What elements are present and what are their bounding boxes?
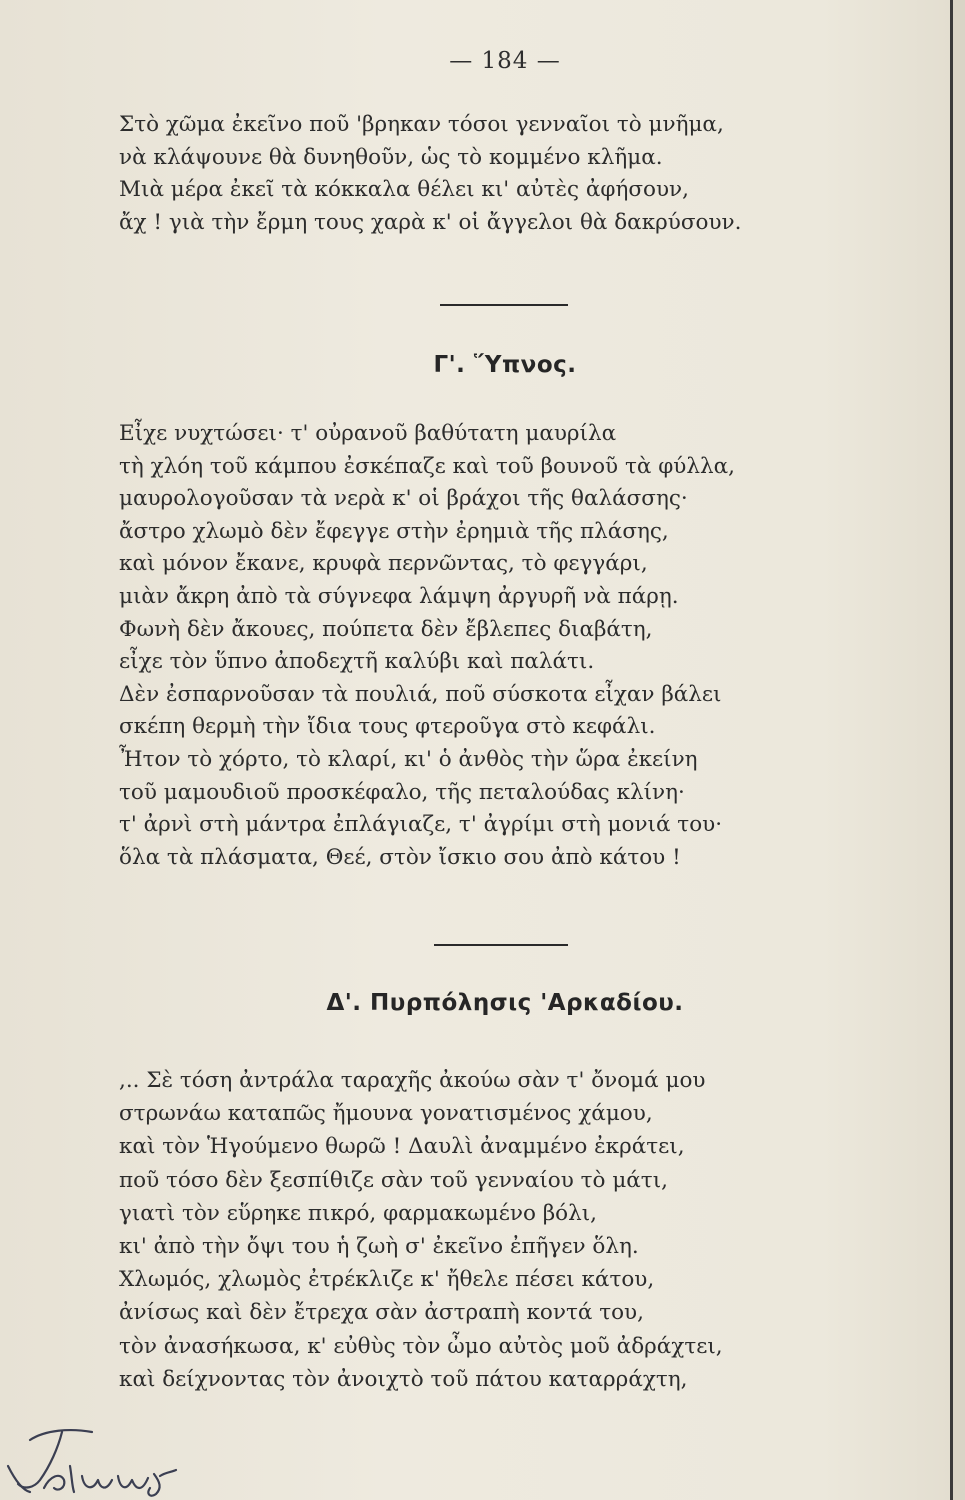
section-heading-arkadi: Δ'. Πυρπόλησις 'Αρκαδίου.	[326, 990, 684, 1016]
poem-stanza-arkadi	[119, 1064, 723, 1396]
poem-line: Δὲν ἐσπαρνοῦσαν τὰ πουλιά, ποῦ σύσκοτα εἶχαν βάλει	[119, 681, 722, 707]
page-number: — 184 —	[449, 48, 561, 74]
poem-line: ποῦ τόσο δὲν ξεσπίθιζε σὰν τοῦ γενναίου τὸ μάτι,	[119, 1167, 668, 1193]
poem-line: Ἦτον τὸ χόρτο, τὸ κλαρί, κι' ὁ ἀνθὸς τὴν ὥρα ἐκείνη	[119, 746, 698, 772]
poem-line: Εἶχε νυχτώσει· τ' οὐρανοῦ βαθύτατη μαυρίλα	[119, 421, 617, 446]
section-heading-sleep: Γ'. Ὕπνος.	[433, 352, 577, 378]
poem-line: μαυρολογοῦσαν τὰ νερὰ κ' οἱ βράχοι τῆς θαλάσσης·	[119, 486, 688, 512]
handwritten-signature	[0, 1418, 200, 1500]
poem-line: μιὰν ἄκρη ἀπὸ τὰ σύγνεφα λάμψη ἀργυρῆ νὰ πάρῃ.	[119, 583, 679, 609]
adjacent-page-strip	[953, 0, 965, 1500]
poem-line: Χλωμός, χλωμὸς ἐτρέκλιζε κ' ἤθελε πέσει κάτου,	[119, 1267, 655, 1293]
section-divider	[434, 944, 568, 946]
poem-line: καὶ μόνον ἔκανε, κρυφὰ περνῶντας, τὸ φεγγάρι,	[119, 551, 648, 577]
poem-line: τὴ χλόη τοῦ κάμπου ἐσκέπαζε καὶ τοῦ βουνοῦ τὰ φύλλα,	[119, 453, 735, 479]
poem-line: τοῦ μαμουδιοῦ προσκέφαλο, τῆς πεταλούδας κλίνη·	[119, 779, 685, 805]
poem-stanza-1	[119, 109, 741, 239]
poem-line: Στὸ χῶμα ἐκεῖνο ποῦ 'βρηκαν τόσοι γενναῖοι τὸ μνῆμα,	[119, 112, 724, 137]
poem-line: τὸν ἀνασήκωσα, κ' εὐθὺς τὸν ὦμο αὐτὸς μοῦ ἀδράχτει,	[119, 1333, 723, 1359]
poem-line: καὶ τὸν Ἡγούμενο θωρῶ ! Δαυλὶ ἀναμμένο ἐκράτει,	[119, 1134, 685, 1160]
poem-line: νὰ κλάψουνε θὰ δυνηθοῦν, ὡς τὸ κομμένο κλῆμα.	[119, 144, 663, 170]
poem-line: τ' ἀρνὶ στὴ μάντρα ἐπλάγιαζε, τ' ἀγρίμι στὴ μονιά του·	[119, 812, 723, 838]
poem-line: γιατὶ τὸν εὕρηκε πικρό, φαρμακωμένο βόλι,	[119, 1200, 597, 1226]
poem-line: εἶχε τὸν ὕπνο ἀποδεχτῆ καλύβι καὶ παλάτι.	[119, 649, 595, 675]
poem-line: ὅλα τὰ πλάσματα, Θεέ, στὸν ἴσκιο σου ἀπὸ κάτου !	[119, 844, 681, 870]
poem-line: ἀνίσως καὶ δὲν ἔτρεχα σὰν ἀστραπὴ κοντά του,	[119, 1300, 644, 1326]
poem-line: Φωνὴ δὲν ἄκουες, πούπετα δὲν ἔβλεπες διαβάτη,	[119, 616, 653, 642]
poem-line: σκέπη θερμὴ τὴν ἴδια τους φτεροῦγα στὸ κεφάλι.	[119, 714, 656, 740]
poem-line: ἄχ ! γιὰ τὴν ἔρμη τους χαρὰ κ' οἱ ἄγγελοι θὰ δακρύσουν.	[119, 209, 742, 235]
poem-stanza-sleep	[119, 418, 735, 874]
page-edge-line	[950, 0, 953, 1500]
poem-line: Μιὰ μέρα ἐκεῖ τὰ κόκκαλα θέλει κι' αὐτὲς ἀφήσουν,	[119, 177, 689, 203]
poem-line: κι' ἀπὸ τὴν ὄψι του ἡ ζωὴ σ' ἐκεῖνο ἐπῆγεν ὅλη.	[119, 1234, 639, 1260]
section-divider	[440, 304, 568, 306]
poem-line: ,.. Σὲ τόση ἀντράλα ταραχῆς ἀκούω σὰν τ' ὄνομά μου	[119, 1068, 706, 1093]
poem-line: στρωνάω καταπῶς ἤμουνα γονατισμένος χάμου,	[119, 1101, 653, 1127]
poem-line: ἄστρο χλωμὸ δὲν ἔφεγγε στὴν ἐρημιὰ τῆς πλάσης,	[119, 518, 669, 544]
poem-line: καὶ δείχνοντας τὸν ἀνοιχτὸ τοῦ πάτου καταρράχτη,	[119, 1366, 688, 1392]
